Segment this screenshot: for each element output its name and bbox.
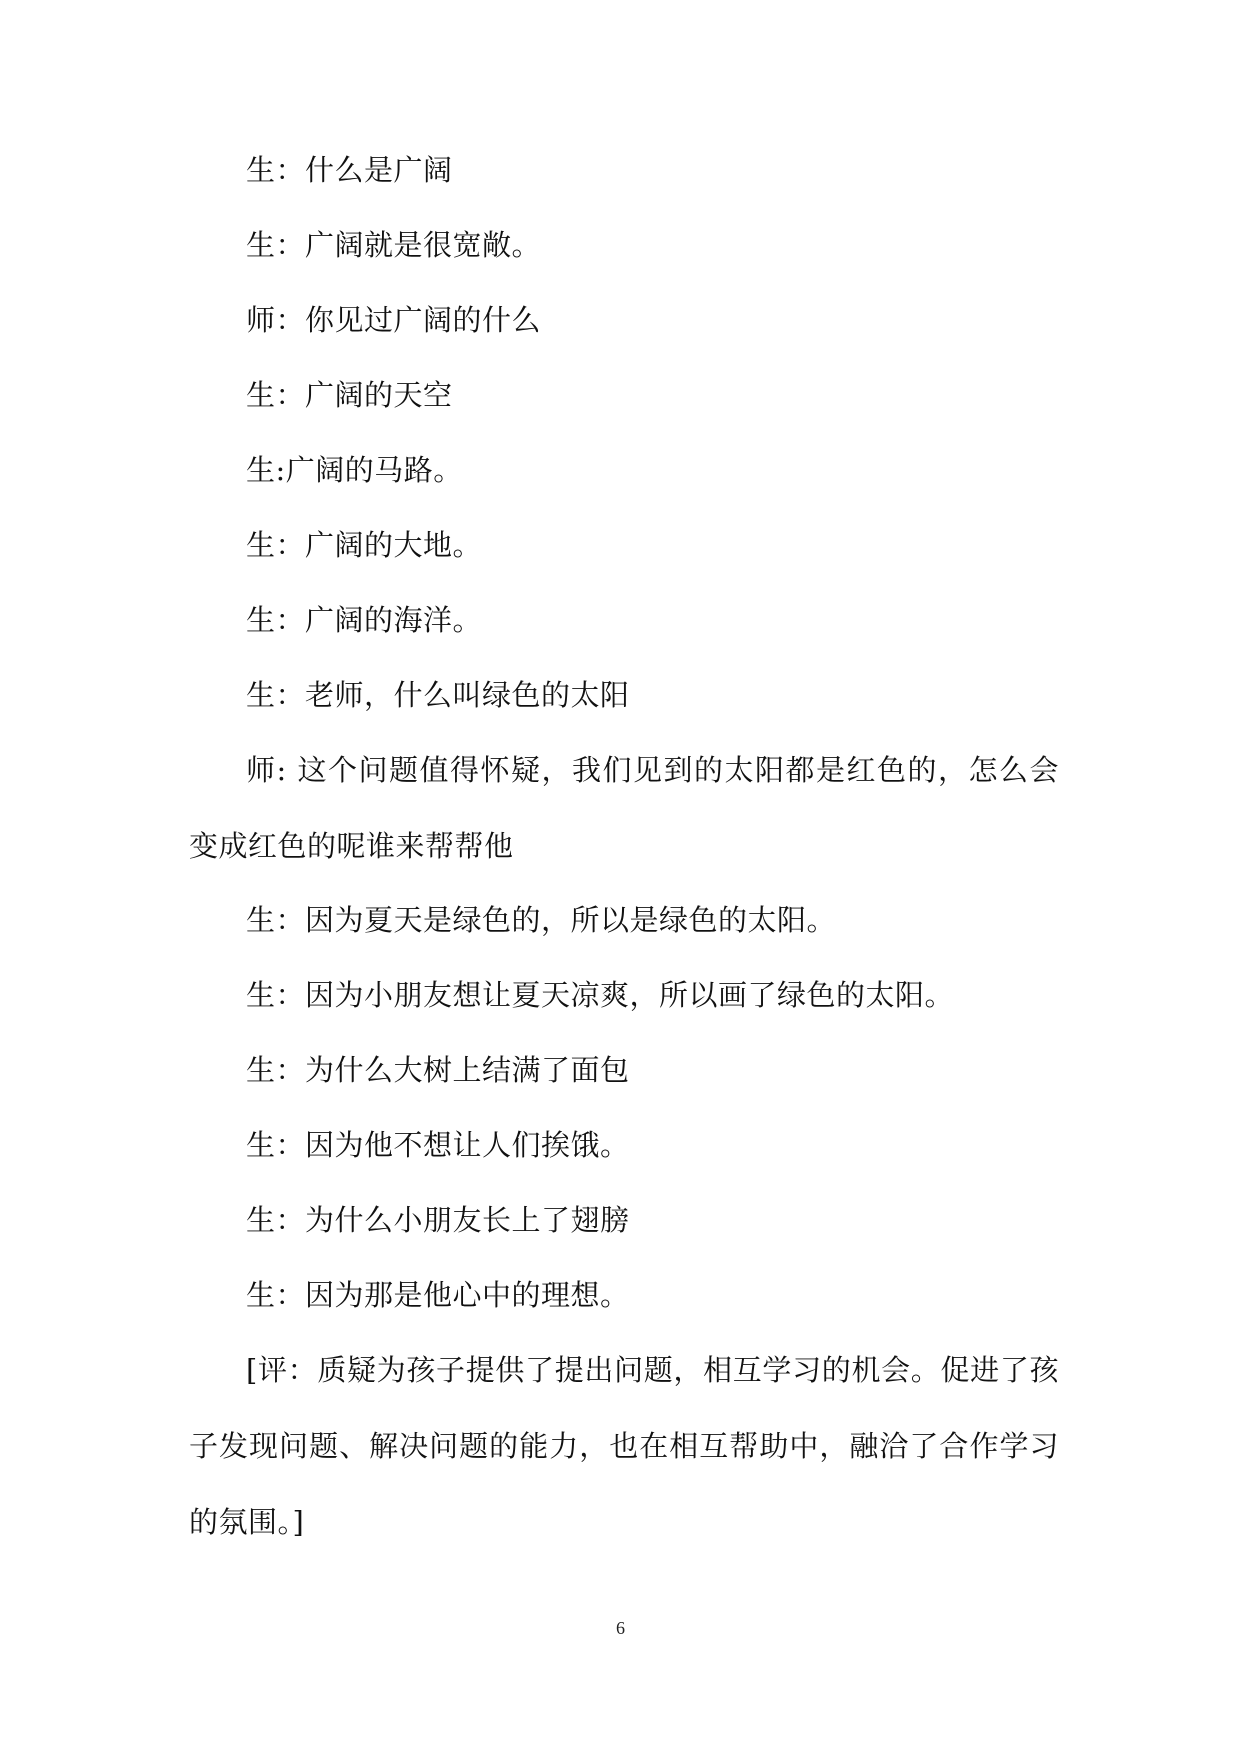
dialogue-line-8: 生：老师，什么叫绿色的太阳: [246, 678, 630, 712]
dialogue-line-11: 生：因为小朋友想让夏天凉爽，所以画了绿色的太阳。: [246, 978, 955, 1012]
page-number: 6: [616, 1618, 625, 1638]
dialogue-line-3: 师：你见过广阔的什么: [246, 303, 542, 337]
dialogue-line-14: 生：为什么小朋友长上了翅膀: [246, 1203, 630, 1237]
dialogue-line-6: 生：广阔的大地。: [246, 528, 483, 562]
commentary-paragraph: [评：质疑为孩子提供了提出问题，相互学习的机会。促进了孩子发现问题、解决问题的能力，也在相互帮助中，融洽了合作学习的氛围。]: [189, 1353, 1059, 1539]
dialogue-line-10: 生：因为夏天是绿色的，所以是绿色的太阳。: [246, 903, 837, 937]
dialogue-line-5: 生:广阔的马路。: [246, 453, 463, 487]
dialogue-line-7: 生：广阔的海洋。: [246, 603, 483, 637]
dialogue-line-2: 生：广阔就是很宽敞。: [246, 228, 542, 262]
dialogue-line-4: 生：广阔的天空: [246, 378, 453, 412]
dialogue-line-12: 生：为什么大树上结满了面包: [246, 1053, 630, 1087]
dialogue-line-15: 生：因为那是他心中的理想。: [246, 1278, 630, 1312]
dialogue-paragraph-teacher: 师: 这个问题值得怀疑，我们见到的太阳都是红色的，怎么会变成红色的呢谁来帮帮他: [189, 753, 1059, 863]
dialogue-line-13: 生：因为他不想让人们挨饿。: [246, 1128, 630, 1162]
dialogue-line-1: 生：什么是广阔: [246, 153, 453, 187]
